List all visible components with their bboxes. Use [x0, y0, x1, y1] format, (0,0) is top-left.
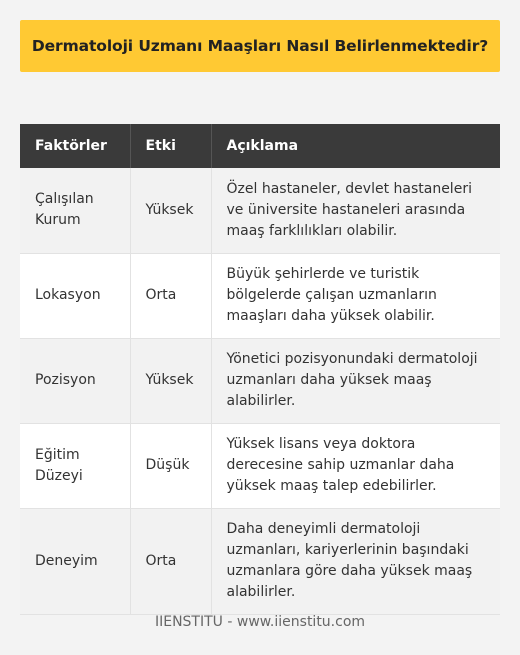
column-header-factors: Faktörler — [20, 124, 130, 168]
effect-cell: Yüksek — [130, 168, 211, 253]
column-header-effect: Etki — [130, 124, 211, 168]
description-cell: Yüksek lisans veya doktora derecesine sahip uzmanlar daha yüksek maaş talep edebilirler. — [211, 423, 500, 508]
factor-cell: Eğitim Düzeyi — [20, 423, 130, 508]
table-header-row — [20, 124, 500, 168]
footer-credit: IIENSTITU - www.iienstitu.com — [154, 614, 366, 630]
effect-cell: Orta — [130, 253, 211, 338]
table-row — [20, 253, 500, 338]
effect-cell: Yüksek — [130, 338, 211, 423]
factor-cell: Pozisyon — [20, 338, 130, 423]
effect-cell: Orta — [130, 508, 211, 614]
table-row — [20, 508, 500, 614]
description-cell: Özel hastaneler, devlet hastaneleri ve üniversite hastaneleri arasında maaş farklılıkları olabilir. — [211, 168, 500, 253]
effect-cell: Düşük — [130, 423, 211, 508]
description-cell: Daha deneyimli dermatoloji uzmanları, kariyerlerinin başındaki uzmanlara göre daha yüksek maaş alabilirler. — [211, 508, 500, 614]
factor-cell: Çalışılan Kurum — [20, 168, 130, 253]
table-row — [20, 168, 500, 253]
column-header-description: Açıklama — [211, 124, 500, 168]
description-cell: Yönetici pozisyonundaki dermatoloji uzmanları daha yüksek maaş alabilirler. — [211, 338, 500, 423]
factors-table — [20, 124, 500, 615]
factor-cell: Deneyim — [20, 508, 130, 614]
table-row — [20, 423, 500, 508]
table-row — [20, 338, 500, 423]
title-banner — [20, 20, 500, 72]
description-cell: Büyük şehirlerde ve turistik bölgelerde çalışan uzmanların maaşları daha yüksek olabilir. — [211, 253, 500, 338]
page-title: Dermatoloji Uzmanı Maaşları Nasıl Belirlenmektedir? — [31, 37, 489, 55]
factor-cell: Lokasyon — [20, 253, 130, 338]
